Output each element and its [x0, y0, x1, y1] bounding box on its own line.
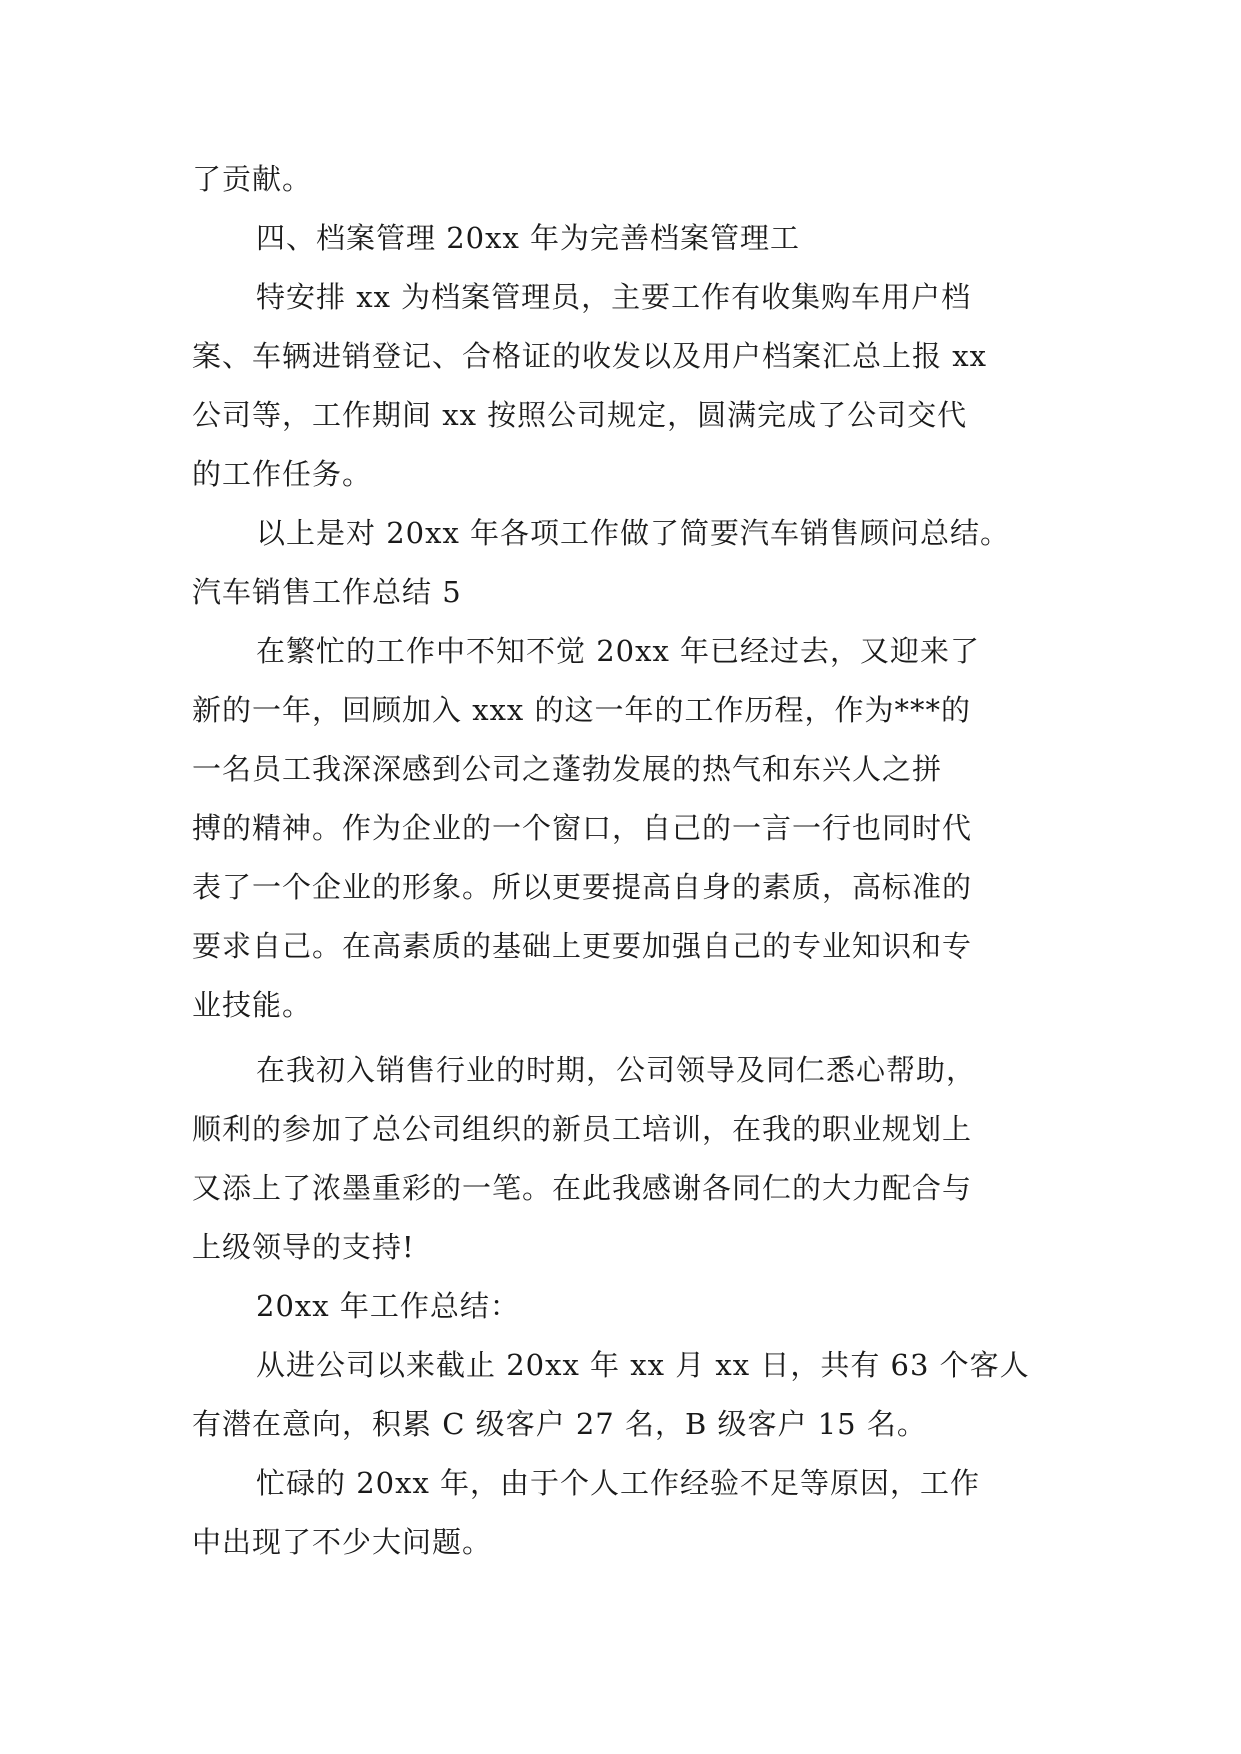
text-line-13: 表了一个企业的形象。所以更要提高自身的素质，高标准的 [192, 870, 973, 904]
text-line-23: 忙碌的 20xx 年，由于个人工作经验不足等原因，工作 [256, 1466, 981, 1500]
text-line-12: 搏的精神。作为企业的一个窗口，自己的一言一行也同时代 [192, 811, 973, 845]
text-line-17: 顺利的参加了总公司组织的新员工培训，在我的职业规划上 [192, 1112, 973, 1146]
text-line-11: 一名员工我深深感到公司之蓬勃发展的热气和东兴人之拼 [192, 752, 943, 786]
text-line-1: 了贡献。 [192, 162, 313, 196]
text-line-9: 在繁忙的工作中不知不觉 20xx 年已经过去，又迎来了 [256, 634, 981, 668]
text-line-3: 特安排 xx 为档案管理员，主要工作有收集购车用户档 [256, 280, 972, 314]
text-line-21: 从进公司以来截止 20xx 年 xx 月 xx 日，共有 63 个客人 [256, 1348, 1030, 1382]
text-line-15: 业技能。 [192, 988, 313, 1022]
text-line-22: 有潜在意向，积累 C 级客户 27 名，B 级客户 15 名。 [192, 1407, 927, 1441]
text-line-7: 以上是对 20xx 年各项工作做了简要汽车销售顾问总结。 [256, 516, 1011, 550]
text-line-5: 公司等，工作期间 xx 按照公司规定，圆满完成了公司交代 [192, 398, 968, 432]
text-line-18: 又添上了浓墨重彩的一笔。在此我感谢各同仁的大力配合与 [192, 1171, 973, 1205]
text-line-2: 四、档案管理 20xx 年为完善档案管理工 [256, 221, 801, 255]
text-line-19: 上级领导的支持! [192, 1230, 415, 1264]
text-line-4: 案、车辆进销登记、合格证的收发以及用户档案汇总上报 xx [192, 339, 987, 373]
text-line-24: 中出现了不少大问题。 [192, 1525, 493, 1559]
summary-heading: 20xx 年工作总结： [256, 1289, 520, 1323]
text-line-16: 在我初入销售行业的时期，公司领导及同仁悉心帮助， [256, 1053, 977, 1087]
text-line-6: 的工作任务。 [192, 457, 373, 491]
body-text [192, 150, 1062, 1572]
text-line-10: 新的一年，回顾加入 xxx 的这一年的工作历程，作为***的 [192, 693, 972, 727]
section-heading: 汽车销售工作总结 5 [192, 575, 462, 609]
text-line-14: 要求自己。在高素质的基础上更要加强自己的专业知识和专 [192, 929, 973, 963]
